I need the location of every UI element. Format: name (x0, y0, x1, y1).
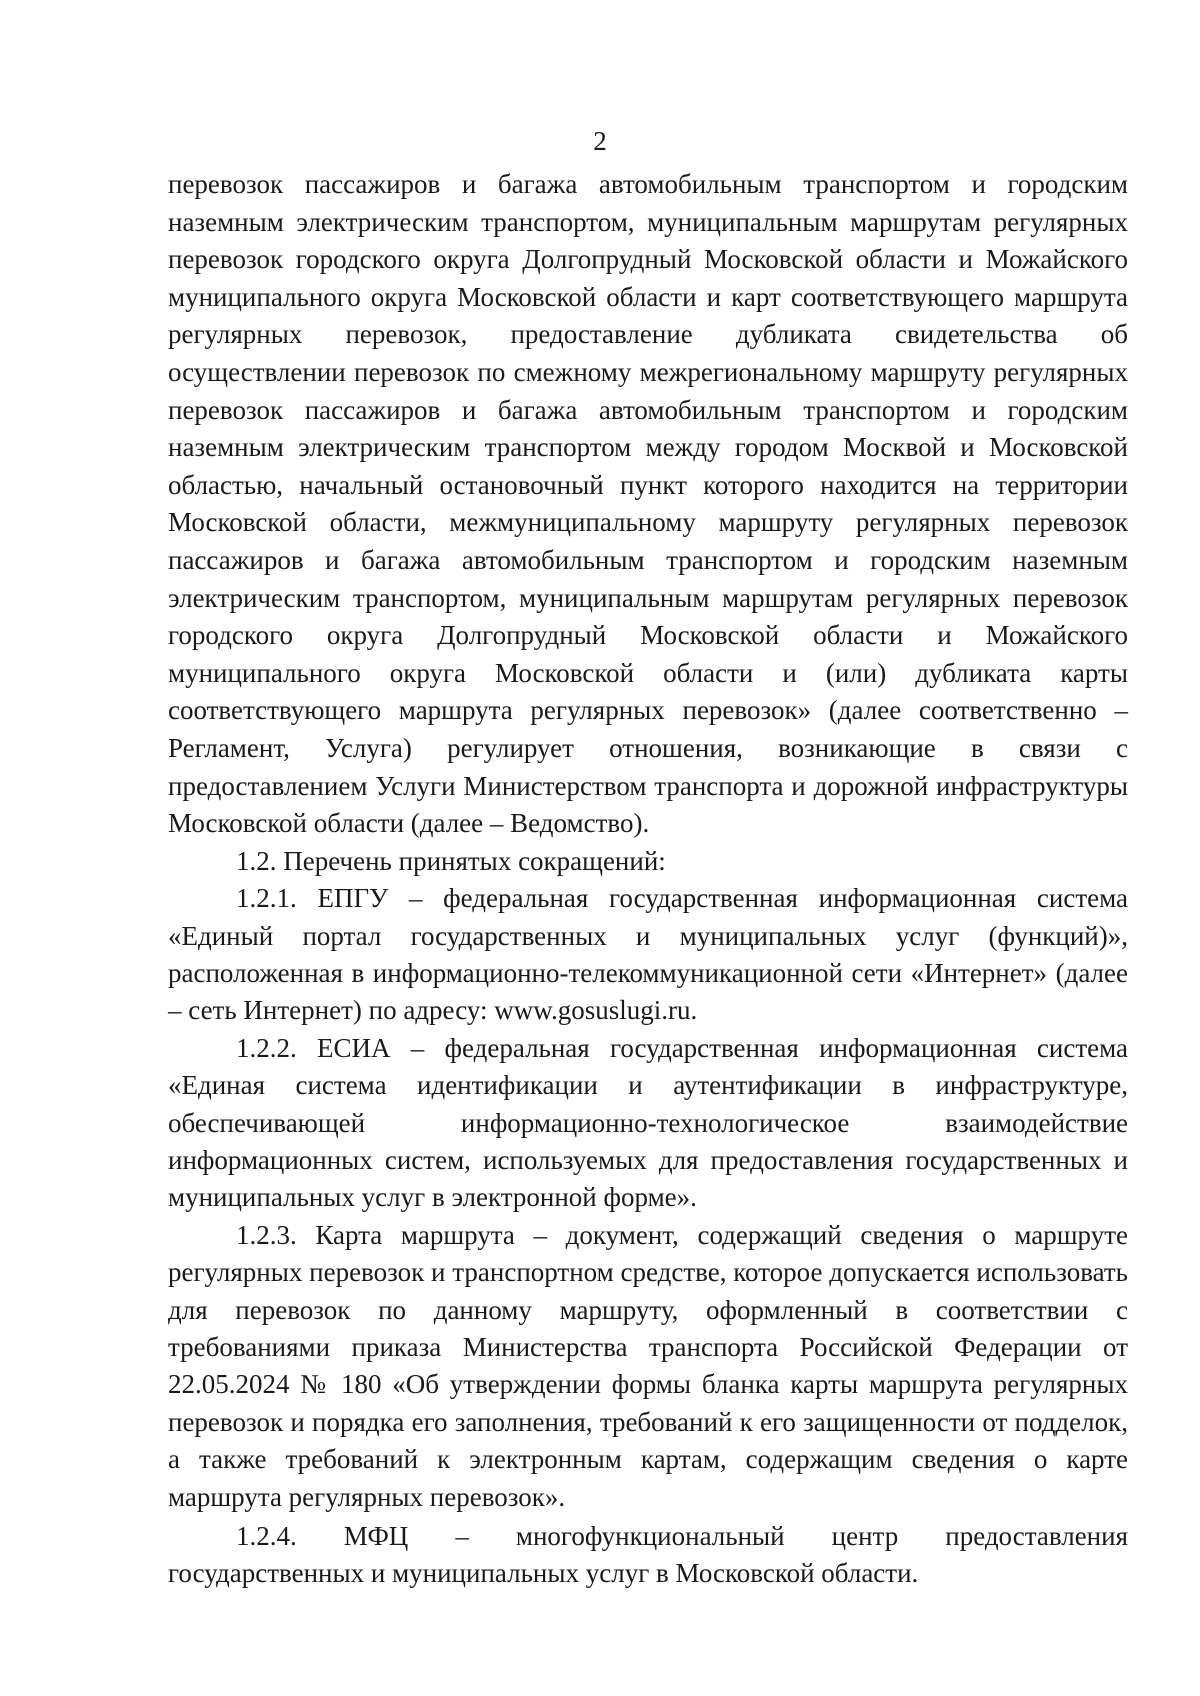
paragraph-mfc-definition: 1.2.4. МФЦ – многофункциональный центр предоставления государственных и муниципальных услуг в Московской области. (168, 1521, 1128, 1589)
paragraph-epgu-definition: 1.2.1. ЕПГУ – федеральная государственная информационная система «Единый портал государственных и муниципальных услуг (функций)», расположенная в информационно-телекоммуникационной сети «Интернет» (далее – сеть Интернет) по адресу: www.gosuslugi.ru. (168, 883, 1128, 1026)
paragraph-route-card-definition: 1.2.3. Карта маршрута – документ, содержащий сведения о маршруте регулярных перевозок и транспортном средстве, которое допускается использовать для перевозок по данному маршруту, оформленный в соответствии с требованиями приказа Министерства транспорта Российской Федерации от 22.05.2024 № 180 «Об утверждении формы бланка карты маршрута регулярных перевозок и порядка его заполнения, требований к его защищенности от подделок, а также требований к электронным картам, содержащим сведения о карте маршрута регулярных перевозок». (168, 1219, 1128, 1512)
paragraph-abbreviations-heading: 1.2. Перечень принятых сокращений: (236, 845, 666, 876)
paragraph-esia-definition: 1.2.2. ЕСИА – федеральная государственная информационная система «Единая система идентификации и аутентификации в инфраструктуре, обеспечивающей информационно-технологическое взаимодействие информационных систем, используемых для предоставления государственных и муниципальных услуг в электронной форме». (168, 1032, 1128, 1213)
page-number: 2 (593, 126, 607, 156)
document-body (168, 166, 1128, 1593)
paragraph-continuation: перевозок пассажиров и багажа автомобильным транспортом и городским наземным электрическим транспортом, муниципальным маршрутам регулярных перевозок городского округа Долгопрудный Московской области и Можайского муниципального округа Московской области и карт соответствующего маршрута регулярных перевозок, предоставление дубликата свидетельства об осуществлении перевозок по смежному межрегиональному маршруту регулярных перевозок пассажиров и багажа автомобильным транспортом и городским наземным электрическим транспортом между городом Москвой и Московской областью, начальный остановочный пункт которого находится на территории Московской области, межмуниципальному маршруту регулярных перевозок пассажиров и багажа автомобильным транспортом и городским наземным электрическим транспортом, муниципальным маршрутам регулярных перевозок городского округа Долгопрудный Московской области и Можайского муниципального округа Московской области и (или) дубликата карты соответствующего маршрута регулярных перевозок» (далее соответственно – Регламент, Услуга) регулирует отношения, возникающие в связи с предоставлением Услуги Министерством транспорта и дорожной инфраструктуры Московской области (далее – Ведомство). (168, 169, 1128, 839)
